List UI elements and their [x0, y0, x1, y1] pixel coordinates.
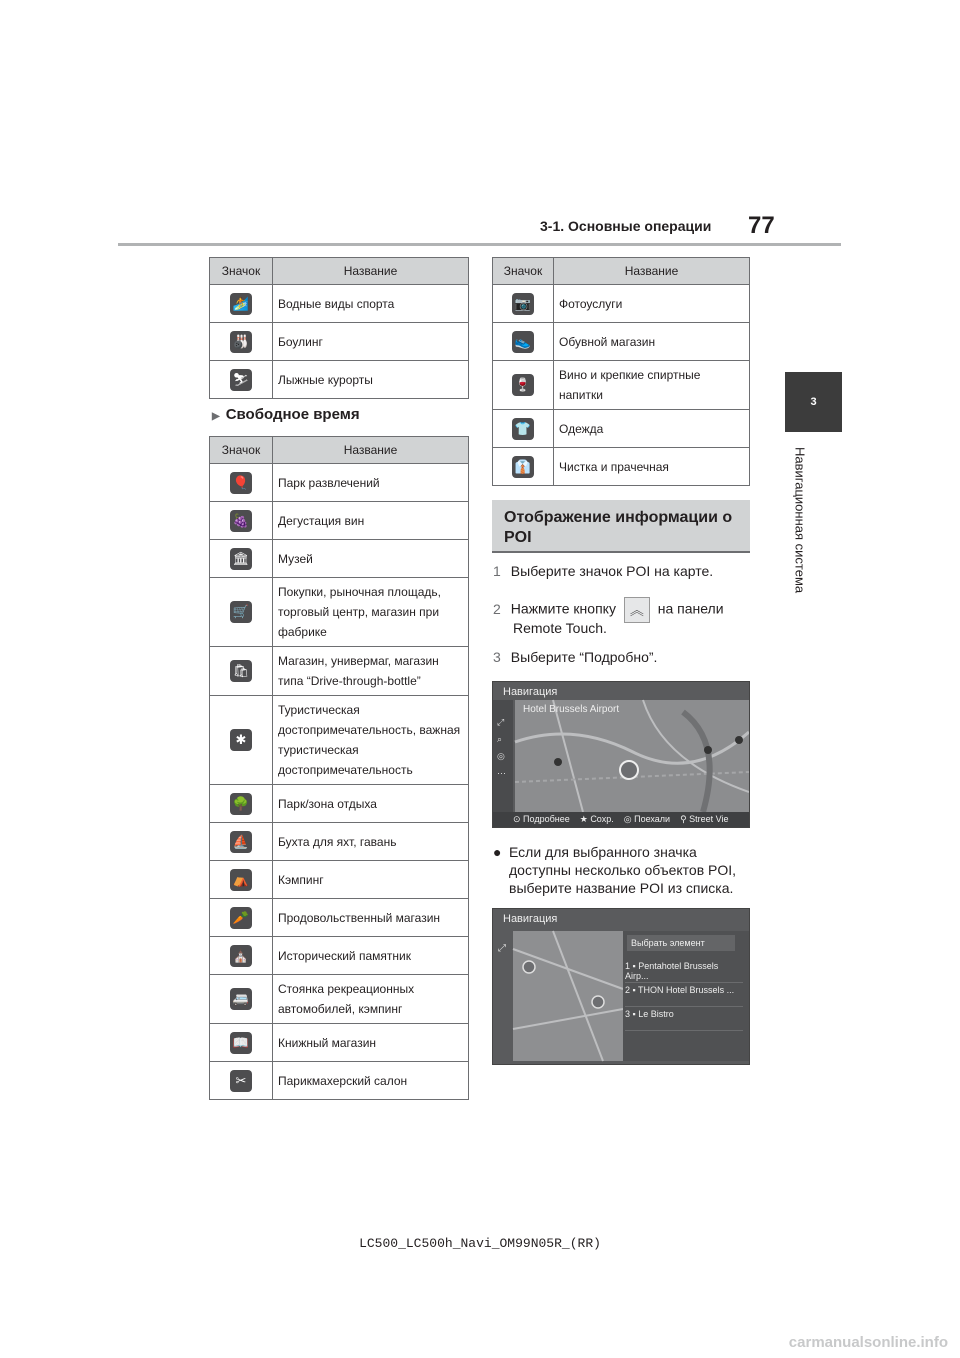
step-number: 3: [493, 649, 501, 665]
item-number: 1: [625, 961, 631, 971]
row-name: Водные виды спорта: [273, 285, 469, 323]
list-item[interactable]: 3 ▪ Le Bistro: [625, 1007, 743, 1031]
row-name: Фотоуслуги: [554, 285, 750, 323]
details-label: Подробнее: [523, 814, 570, 824]
photo-icon: 📷: [512, 293, 534, 315]
liquor-icon: 🍷: [512, 374, 534, 396]
details-button[interactable]: ⊙ Подробнее: [513, 814, 570, 824]
table-row: [210, 502, 469, 540]
page-number: 77: [748, 212, 775, 239]
chapter-label: [770, 440, 830, 600]
table-row: [493, 361, 750, 410]
row-name: Исторический памятник: [273, 937, 469, 975]
row-name: Парк/зона отдыха: [273, 785, 469, 823]
table-row: [210, 937, 469, 975]
step-text: Выберите “Подробно”.: [510, 649, 658, 665]
col-icon-header: Значок: [493, 258, 554, 285]
action-bar: [513, 814, 749, 825]
step-1: [493, 563, 713, 579]
row-name: Покупки, рыночная площадь, торговый центр, магазин при фабрике: [273, 578, 469, 647]
row-name: Продовольственный магазин: [273, 899, 469, 937]
street-view-button[interactable]: ⚲ Street Vie: [680, 814, 729, 824]
table-row: [210, 1024, 469, 1062]
table-row: [210, 285, 469, 323]
item-name: THON Hotel Brussels ...: [638, 985, 735, 995]
rv-park-icon: 🚐: [230, 988, 252, 1010]
item-number: 2: [625, 985, 631, 995]
document-footer: LC500_LC500h_Navi_OM99N05R_(RR): [359, 1236, 601, 1251]
col-name-header: Название: [273, 437, 469, 464]
monument-icon: ⛪: [230, 945, 252, 967]
chapter-tab[interactable]: 3: [785, 372, 842, 432]
row-name: Дегустация вин: [273, 502, 469, 540]
services-table: [492, 257, 750, 486]
list-item[interactable]: 2 ▪ THON Hotel Brussels ...: [625, 983, 743, 1007]
hair-salon-icon: ✂: [230, 1070, 252, 1092]
leisure-heading-text: Свободное время: [225, 406, 360, 423]
sports-table: [209, 257, 469, 399]
row-name: Кэмпинг: [273, 861, 469, 899]
col-icon-header: Значок: [210, 437, 273, 464]
section-title: 3-1. Основные операции: [540, 218, 712, 234]
go-label: Поехали: [634, 814, 671, 824]
attraction-icon: ✱: [230, 729, 252, 751]
poi-list: [625, 961, 743, 1031]
poi-section-title: Отображение информации о POI: [492, 500, 750, 553]
table-row: [210, 1062, 469, 1100]
row-name: Парикмахерский салон: [273, 1062, 469, 1100]
table-row: [210, 785, 469, 823]
item-name: Le Bistro: [638, 1009, 674, 1019]
row-name: Одежда: [554, 410, 750, 448]
bowling-icon: 🎳: [230, 331, 252, 353]
location-icon[interactable]: ◎: [497, 751, 505, 761]
street-view-label: Street Vie: [689, 814, 729, 824]
list-header: Выбрать элемент: [627, 935, 735, 951]
item-name: Pentahotel Brussels Airp...: [625, 961, 719, 981]
expand-icon[interactable]: ⤢: [498, 943, 506, 954]
step-3: [493, 649, 657, 665]
table-row: [210, 540, 469, 578]
table-row: [210, 696, 469, 785]
nav-screen-map: [492, 681, 750, 828]
col-icon-header: Значок: [210, 258, 273, 285]
row-name: Туристическая достопримечательность, важная туристическая достопримечательность: [273, 696, 469, 785]
table-row: [210, 823, 469, 861]
row-name: Парк развлечений: [273, 464, 469, 502]
row-name: Чистка и прачечная: [554, 448, 750, 486]
chevron-up-button-icon: ︽: [624, 597, 650, 623]
camping-icon: ⛺: [230, 869, 252, 891]
water-sports-icon: 🏄: [230, 293, 252, 315]
step-number: 2: [493, 600, 501, 617]
museum-icon: 🏛: [230, 548, 252, 570]
amusement-park-icon: 🎈: [230, 472, 252, 494]
table-row: [210, 647, 469, 696]
leisure-table: [209, 436, 469, 1100]
more-icon[interactable]: ⋯: [497, 768, 506, 778]
step-text: Выберите значок POI на карте.: [510, 563, 714, 579]
col-name-header: Название: [554, 258, 750, 285]
step-text: Нажмите кнопку: [510, 600, 616, 617]
table-row: [493, 448, 750, 486]
chapter-label-text: Навигационная система: [792, 446, 808, 594]
table-row: [493, 285, 750, 323]
bullet-note: [493, 843, 753, 897]
park-icon: 🌳: [230, 793, 252, 815]
leisure-heading: [212, 406, 360, 423]
step-number: 1: [493, 563, 501, 579]
side-tools: [497, 714, 506, 782]
bookstore-icon: 📖: [230, 1032, 252, 1054]
watermark: carmanualsonline.info: [788, 1334, 948, 1351]
row-name: Лыжные курорты: [273, 361, 469, 399]
save-label: Сохр.: [590, 814, 614, 824]
row-name: Стоянка рекреационных автомобилей, кэмпинг: [273, 975, 469, 1024]
poi-name[interactable]: Hotel Brussels Airport: [523, 704, 620, 715]
arrow-right-icon: ▶: [212, 411, 220, 422]
save-button[interactable]: ★ Сохр.: [579, 814, 614, 824]
ski-resort-icon: ⛷: [230, 369, 252, 391]
nav-screen-list: [492, 908, 750, 1065]
screen-title: Навигация: [503, 913, 558, 925]
step-2-cont: Remote Touch.: [513, 620, 607, 636]
go-button[interactable]: ◎ Поехали: [623, 814, 671, 824]
header-rule: [118, 243, 841, 246]
dry-cleaning-icon: 👔: [512, 456, 534, 478]
row-name: Бухта для яхт, гавань: [273, 823, 469, 861]
item-number: 3: [625, 1009, 631, 1019]
wine-tasting-icon: 🍇: [230, 510, 252, 532]
row-name: Книжный магазин: [273, 1024, 469, 1062]
step-text: на панели: [657, 600, 724, 617]
row-name: Вино и крепкие спиртные напитки: [554, 361, 750, 410]
table-row: [210, 578, 469, 647]
search-icon[interactable]: ⌕: [497, 734, 503, 744]
row-name: Магазин, универмаг, магазин типа “Drive-through-bottle”: [273, 647, 469, 696]
table-row: [210, 361, 469, 399]
shoe-store-icon: 👟: [512, 331, 534, 353]
row-name: Обувной магазин: [554, 323, 750, 361]
table-row: [210, 975, 469, 1024]
row-name: Музей: [273, 540, 469, 578]
table-row: [210, 899, 469, 937]
screen-title: Навигация: [503, 686, 558, 698]
table-row: [210, 464, 469, 502]
table-row: [210, 861, 469, 899]
store-icon: 🛍: [230, 660, 252, 682]
marina-icon: ⛵: [230, 831, 252, 853]
list-item[interactable]: 1 ▪ Pentahotel Brussels Airp...: [625, 961, 743, 983]
bullet-text: Если для выбранного значка доступны несколько объектов POI, выберите название POI из списка.: [509, 844, 737, 896]
expand-icon[interactable]: ⤢: [497, 717, 505, 727]
table-row: [493, 323, 750, 361]
row-name: Боулинг: [273, 323, 469, 361]
grocery-icon: 🥕: [230, 907, 252, 929]
col-name-header: Название: [273, 258, 469, 285]
clothing-icon: 👕: [512, 418, 534, 440]
table-row: [493, 410, 750, 448]
table-row: [210, 323, 469, 361]
shopping-icon: 🛒: [230, 601, 252, 623]
bullet-icon: ●: [493, 844, 502, 860]
